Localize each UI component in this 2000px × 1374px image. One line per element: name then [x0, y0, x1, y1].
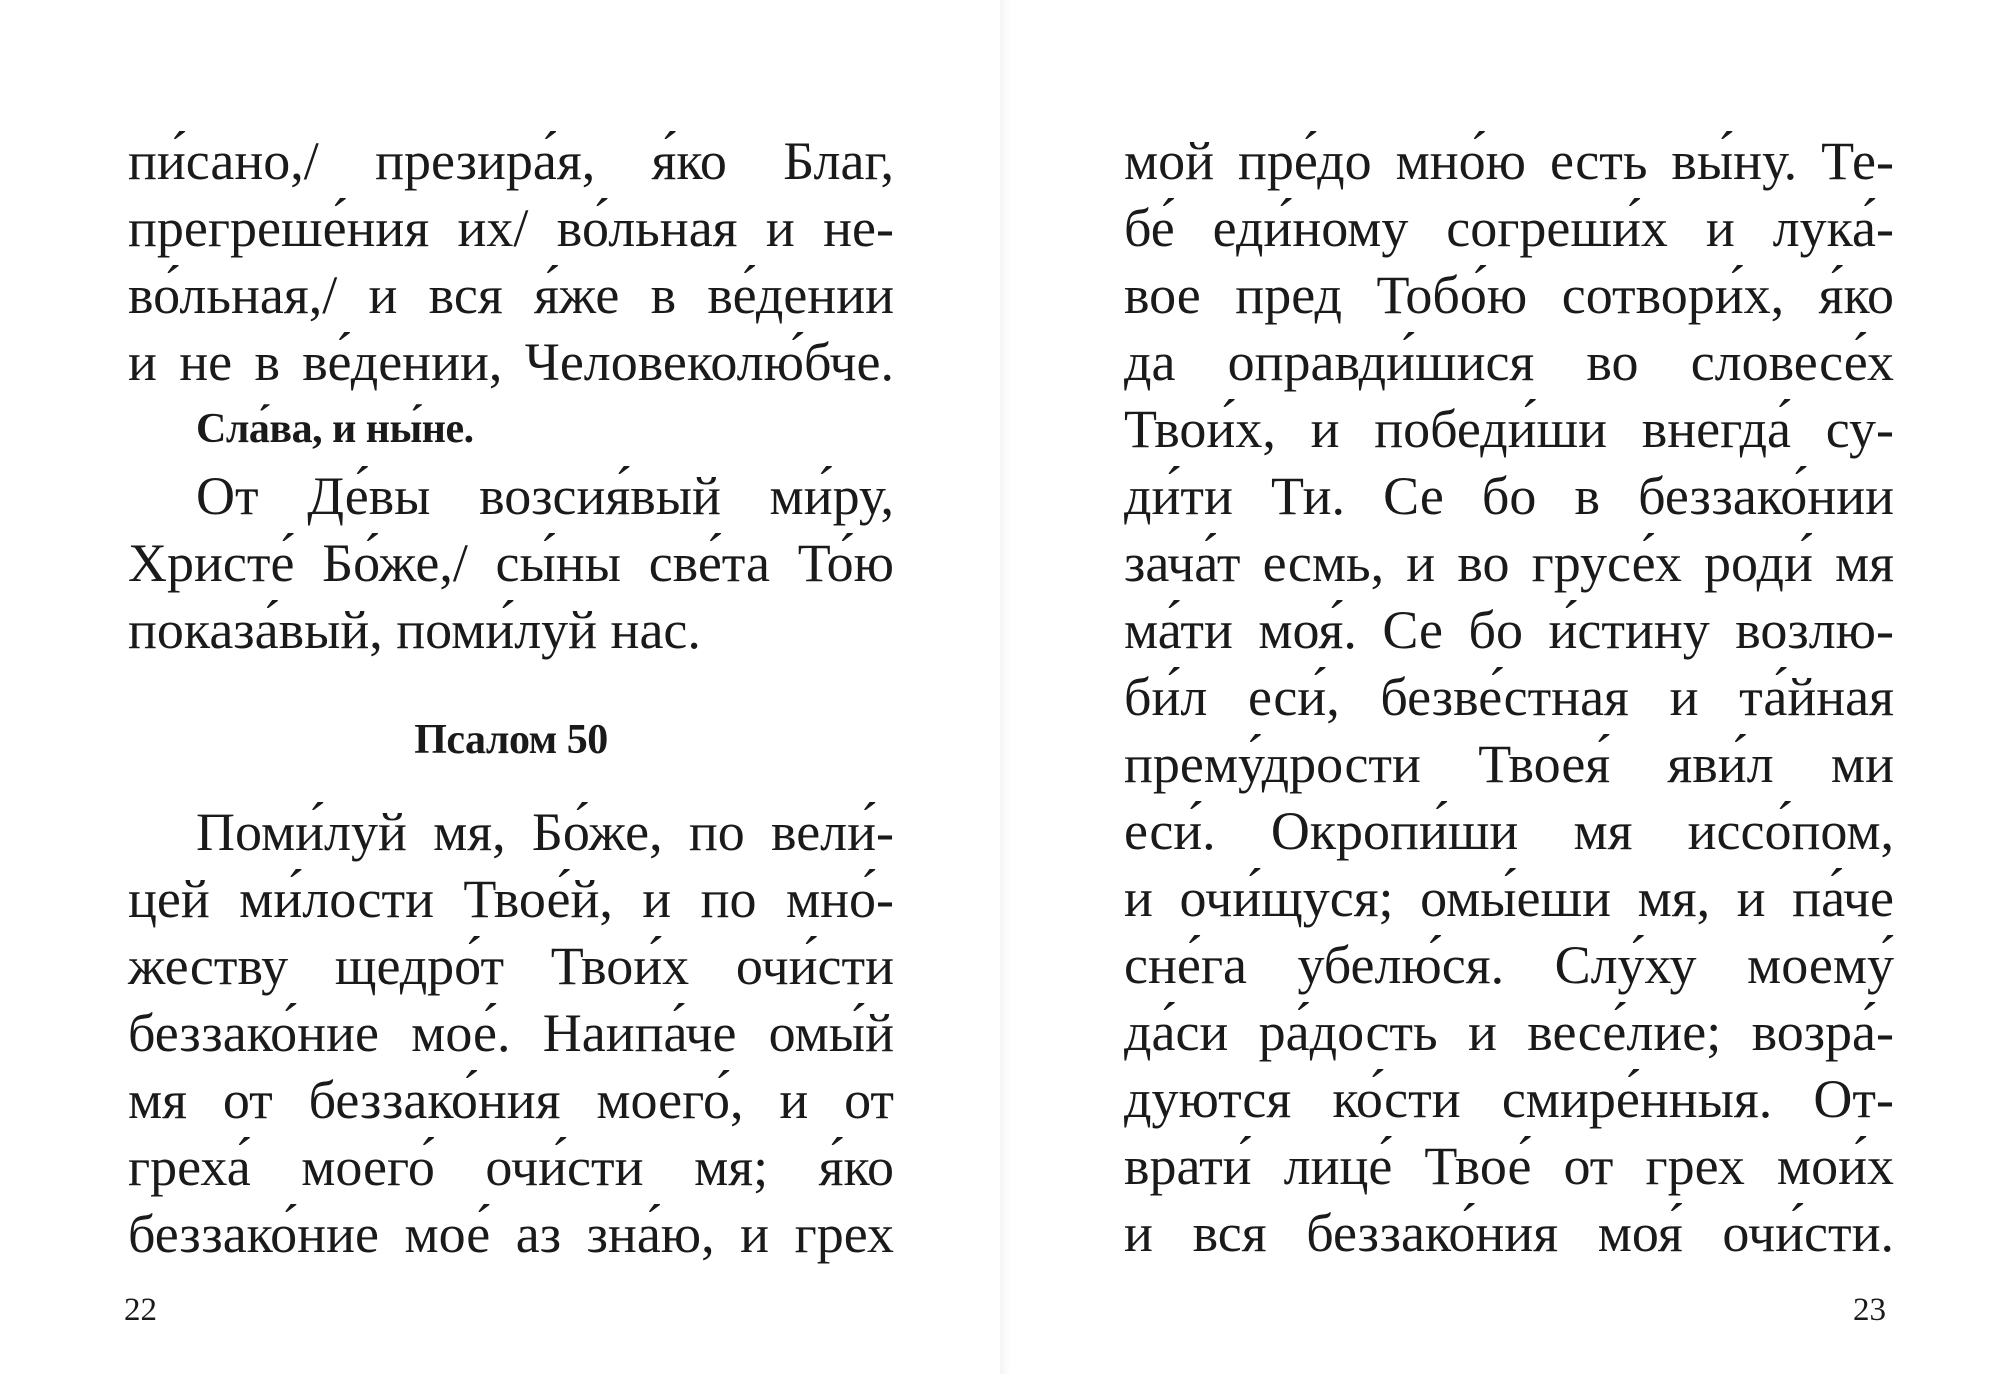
glory-label: Сла́ва, и ны́не.: [196, 406, 474, 452]
troparion-line: показа́вый, поми́луй нас.: [128, 600, 701, 660]
right-page-text: [1124, 128, 1894, 1267]
text-line: вое пред Тобо́ю сотвори́х, я́ко: [1124, 265, 1894, 325]
psalm-line: Поми́луй мя, Бо́же, по вели́-: [196, 802, 894, 862]
troparion-line: Христе́ Бо́же,/ сы́ны све́та То́ю: [128, 533, 894, 593]
text-line: бе́ еди́ному согреши́х и лука́-: [1124, 198, 1894, 258]
text-line: да́си ра́дость и весе́лие; возра́-: [1124, 1002, 1894, 1062]
text-line: сне́га убелю́ся. Слу́ху моему́: [1124, 935, 1894, 995]
text-line: и очи́щуся; омы́еши мя, и па́че: [1124, 868, 1894, 928]
book-gutter: [1000, 0, 1012, 1374]
page-number: 23: [1853, 1292, 1886, 1328]
text-line: и не в ве́дении, Человеколю́бче.: [128, 332, 894, 392]
page-number: 22: [124, 1292, 157, 1328]
psalm-line: жеству щедро́т Твои́х очи́сти: [128, 936, 894, 996]
text-line: зача́т есмь, и во грусе́х роди́ мя: [1124, 533, 1894, 593]
text-line: пи́сано,/ презира́я, я́ко Благ,: [128, 131, 894, 191]
psalm-line: беззако́ние мое́ аз зна́ю, и грех: [128, 1204, 894, 1264]
text-line: да оправди́шися во словесе́х: [1124, 332, 1894, 392]
text-line: мой пре́до мно́ю есть вы́ну. Те-: [1124, 131, 1894, 191]
text-line: и вся беззако́ния моя́ очи́сти.: [1124, 1203, 1894, 1263]
troparion-line: От Де́вы возсия́вый ми́ру,: [196, 466, 894, 526]
text-line: врати́ лице́ Твое́ от грех мои́х: [1124, 1136, 1894, 1196]
spacer: [128, 664, 894, 707]
psalm-heading: Псалом 50: [414, 717, 608, 763]
text-line: дуются ко́сти смире́нныя. От-: [1124, 1069, 1894, 1129]
text-line: прегреше́ния их/ во́льная и не-: [128, 198, 894, 258]
spacer: [128, 774, 894, 799]
psalm-line: мя от беззако́ния моего́, и от: [128, 1070, 894, 1130]
text-line: прему́дрости Твоея́ яви́л ми: [1124, 734, 1894, 794]
psalm-line: беззако́ние мое́. Наипа́че омы́й: [128, 1003, 894, 1063]
psalm-line: греха́ моего́ очи́сти мя; я́ко: [128, 1137, 894, 1197]
text-line: Твои́х, и победи́ши внегда́ су-: [1124, 399, 1894, 459]
text-line: во́льная,/ и вся я́же в ве́дении: [128, 265, 894, 325]
text-line: ди́ти Ти. Се бо в беззако́нии: [1124, 466, 1894, 526]
right-page: [1012, 0, 2000, 1374]
text-line: ма́ти моя́. Се бо и́стину возлю-: [1124, 600, 1894, 660]
left-page-text: [128, 128, 894, 1268]
text-line: би́л еси́, безве́стная и та́йная: [1124, 667, 1894, 727]
psalm-line: цей ми́лости Твое́й, и по мно́-: [128, 869, 894, 929]
text-line: еси́. Окропи́ши мя иссо́пом,: [1124, 801, 1894, 861]
